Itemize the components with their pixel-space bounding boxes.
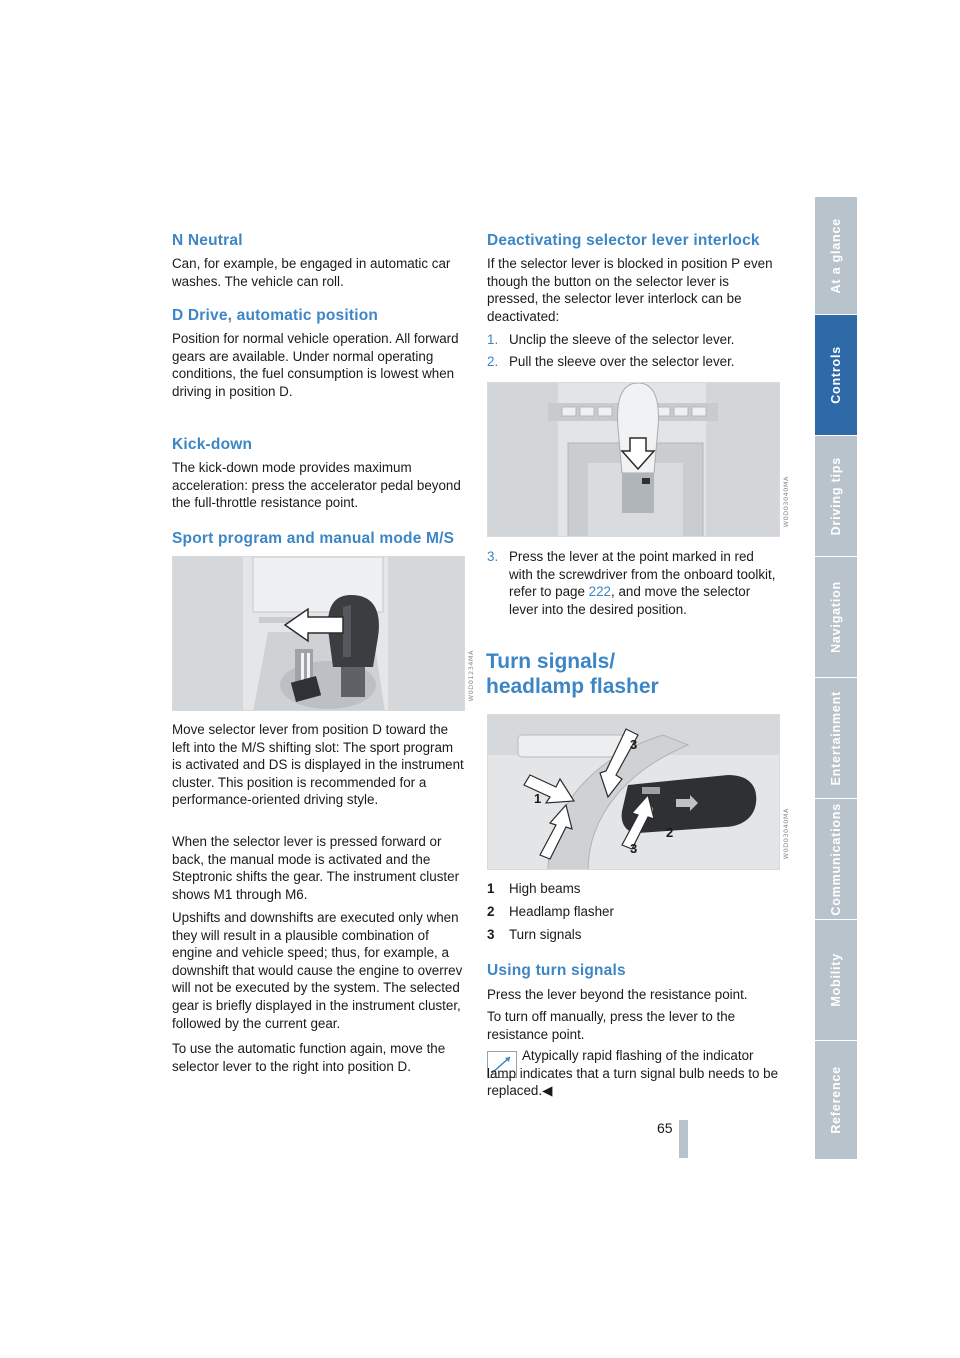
sidebar-tab-reference[interactable]: Reference [815, 1041, 857, 1160]
figure-label-3-bottom: 3 [630, 841, 638, 856]
figure-label-3-top: 3 [630, 737, 638, 752]
sidebar-tab-navigation[interactable]: Navigation [815, 557, 857, 678]
turn-signal-lever-figure [487, 714, 780, 870]
neutral-heading: N Neutral [172, 232, 243, 249]
page-reference-link[interactable]: 222 [588, 584, 611, 600]
neutral-body: Can, for example, be engaged in automatic car washes. The vehicle can roll. [172, 256, 451, 289]
selector-lever-ms-figure [172, 556, 465, 711]
sport-paragraph-4: To use the automatic function again, move the selector lever to the right into position D. [172, 1041, 446, 1074]
page-number: 65 [657, 1120, 673, 1136]
drive-body: Position for normal vehicle operation. All forward gears are available. Under normal operating conditions, the fuel consumption is lowest when driving in position D. [172, 331, 459, 399]
step-number: 3. [487, 549, 499, 564]
step-text: Pull the sleeve over the selector lever. [509, 354, 735, 369]
kickdown-heading: Kick-down [172, 436, 253, 453]
legend-number: 3 [487, 927, 495, 942]
legend-item-2 [487, 903, 779, 921]
sleeve-figure [487, 382, 780, 537]
turn-signal-figure-code: W0D03040MA [782, 808, 790, 860]
sidebar-tab-mobility[interactable]: Mobility [815, 920, 857, 1041]
page-number-bar [679, 1120, 688, 1158]
step-number: 2. [487, 354, 499, 369]
sidebar-tab-at-a-glance[interactable]: At a glance [815, 197, 857, 315]
sport-paragraph-2: When the selector lever is pressed forward or back, the manual mode is activated and the Steptronic shifts the gear. The instrument cluster shows M1 through M6. [172, 834, 460, 902]
sleeve-illustration [488, 383, 780, 537]
legend-text: Headlamp flasher [509, 904, 614, 919]
sidebar-tab-controls[interactable]: Controls [815, 315, 857, 436]
step-text: Press the lever at the point marked in red with the screwdriver from the onboard toolkit, refer to page 222, and move the selector lever into the desired position. [509, 549, 776, 617]
sport-paragraph-1: Move selector lever from position D toward the left into the M/S shifting slot: The sport program is activated and DS is displayed in the instrument cluster. This position is recommended for a performance-oriented driving style. [172, 722, 464, 808]
sport-paragraph-3: Upshifts and downshifts are executed only when they will result in a plausible combination of engine and vehicle speed; thus, for example, a downshift that would cause the engine to overrev will not be executed by the system. The selected gear is briefly displayed in the instrument cluster, followed by the current gear. [172, 910, 463, 1031]
interlock-step-1 [487, 331, 779, 349]
sidebar-tab-entertainment[interactable]: Entertainment [815, 678, 857, 799]
legend-number: 1 [487, 881, 495, 896]
using-paragraph-2: To turn off manually, press the lever to the resistance point. [487, 1009, 736, 1042]
sidebar-tab-communications[interactable]: Communications [815, 799, 857, 920]
legend-item-1 [487, 880, 779, 898]
figure-label-1: 1 [534, 791, 542, 806]
legend-number: 2 [487, 904, 495, 919]
figure-label-2: 2 [666, 825, 674, 840]
step-number: 1. [487, 332, 499, 347]
sidebar-tab-driving-tips[interactable]: Driving tips [815, 436, 857, 557]
selector-lever-ms-figure-code: W0D01234MA [467, 650, 475, 702]
turn-signals-heading-line-1: Turn signals/ [486, 650, 616, 673]
legend-text: Turn signals [509, 927, 582, 942]
using-paragraph-1: Press the lever beyond the resistance point. [487, 987, 748, 1002]
selector-lever-ms-illustration [173, 557, 465, 711]
sleeve-figure-code: W0D03040MA [782, 476, 790, 528]
turn-signals-heading-line-2: headlamp flasher [486, 675, 659, 698]
interlock-step-2 [487, 353, 779, 371]
legend-text: High beams [509, 881, 581, 896]
kickdown-body: The kick-down mode provides maximum acceleration: press the accelerator pedal beyond the full-throttle resistance point. [172, 460, 461, 511]
step-text: Unclip the sleeve of the selector lever. [509, 332, 735, 347]
sport-heading: Sport program and manual mode M/S [172, 530, 455, 547]
interlock-step-3 [487, 548, 779, 618]
legend-item-3 [487, 926, 779, 944]
drive-heading: D Drive, automatic position [172, 307, 379, 324]
section-sidebar [815, 197, 857, 1160]
interlock-intro: If the selector lever is blocked in position P even though the button on the selector lever is pressed, the selector lever interlock can be deactivated: [487, 256, 773, 324]
interlock-heading: Deactivating selector lever interlock [487, 232, 760, 249]
using-turn-signals-heading: Using turn signals [487, 962, 626, 979]
note-text: Atypically rapid flashing of the indicator lamp indicates that a turn signal bulb needs to be replaced.◀ [487, 1048, 779, 1099]
